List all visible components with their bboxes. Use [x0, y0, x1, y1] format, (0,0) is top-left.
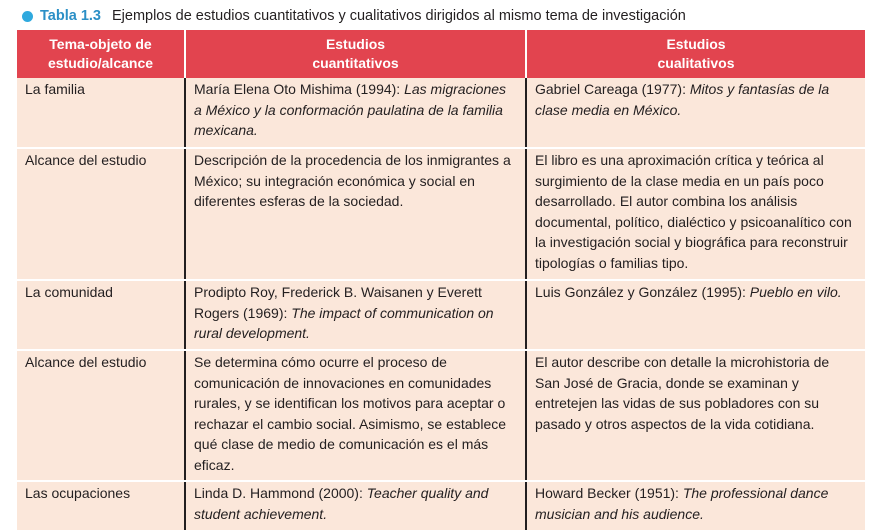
qualitative-cell: El libro es una aproximación crítica y teórica al surgimiento de la clase media en un país poco desarrollado. El autor combina los análisis documental, político, dialéctico y psicoanalítico con la investigación social y biográfica para reconstruir tipologías o familias tipo.	[526, 148, 865, 280]
qualitative-cell: Howard Becker (1951): The professional dance musician and his audience.	[526, 481, 865, 531]
topic-cell: Alcance del estudio	[17, 350, 185, 481]
table-title: Ejemplos de estudios cuantitativos y cualitativos dirigidos al mismo tema de investigación	[111, 8, 686, 24]
quantitative-cell: Linda D. Hammond (2000): Teacher quality and student achievement.	[185, 481, 526, 531]
table-row	[17, 481, 865, 531]
table-row	[17, 148, 865, 280]
topic-cell: Las ocupaciones	[17, 481, 185, 531]
table-caption	[22, 6, 686, 26]
topic-cell: Alcance del estudio	[17, 148, 185, 280]
table-row	[17, 280, 865, 350]
quantitative-cell: Descripción de la procedencia de los inmigrantes a México; su integración económica y social en diferentes esferas de la sociedad.	[185, 148, 526, 280]
comparison-table	[17, 30, 865, 532]
header-row	[17, 30, 865, 78]
topic-cell: La comunidad	[17, 280, 185, 350]
quantitative-cell: Prodipto Roy, Frederick B. Waisanen y Everett Rogers (1969): The impact of communication on rural development.	[185, 280, 526, 350]
qualitative-cell: El autor describe con detalle la microhistoria de San José de Gracia, donde se examinan y entretejen las vidas de sus pobladores con su pasado y otros aspectos de la vida cotidiana.	[526, 350, 865, 481]
qualitative-cell: Luis González y González (1995): Pueblo en vilo.	[526, 280, 865, 350]
quantitative-cell: Se determina cómo ocurre el proceso de comunicación de innovaciones en comunidades rurales, y se identifican los motivos para aceptar o rechazar el cambio social. Asimismo, se establece qué clase de medio de comunicación es el más eficaz.	[185, 350, 526, 481]
table-row	[17, 78, 865, 148]
bullet-icon	[22, 11, 33, 22]
quantitative-cell: María Elena Oto Mishima (1994): Las migraciones a México y la conformación paulatina de la familia mexicana.	[185, 78, 526, 148]
topic-cell: La familia	[17, 78, 185, 148]
table-number: Tabla 1.3	[40, 8, 101, 24]
header-quantitative: Estudios cuantitativos	[185, 30, 526, 78]
qualitative-cell: Gabriel Careaga (1977): Mitos y fantasías de la clase media en México.	[526, 78, 865, 148]
table-row	[17, 350, 865, 481]
header-qualitative: Estudios cualitativos	[526, 30, 865, 78]
header-topic: Tema-objeto de estudio/alcance	[17, 30, 185, 78]
